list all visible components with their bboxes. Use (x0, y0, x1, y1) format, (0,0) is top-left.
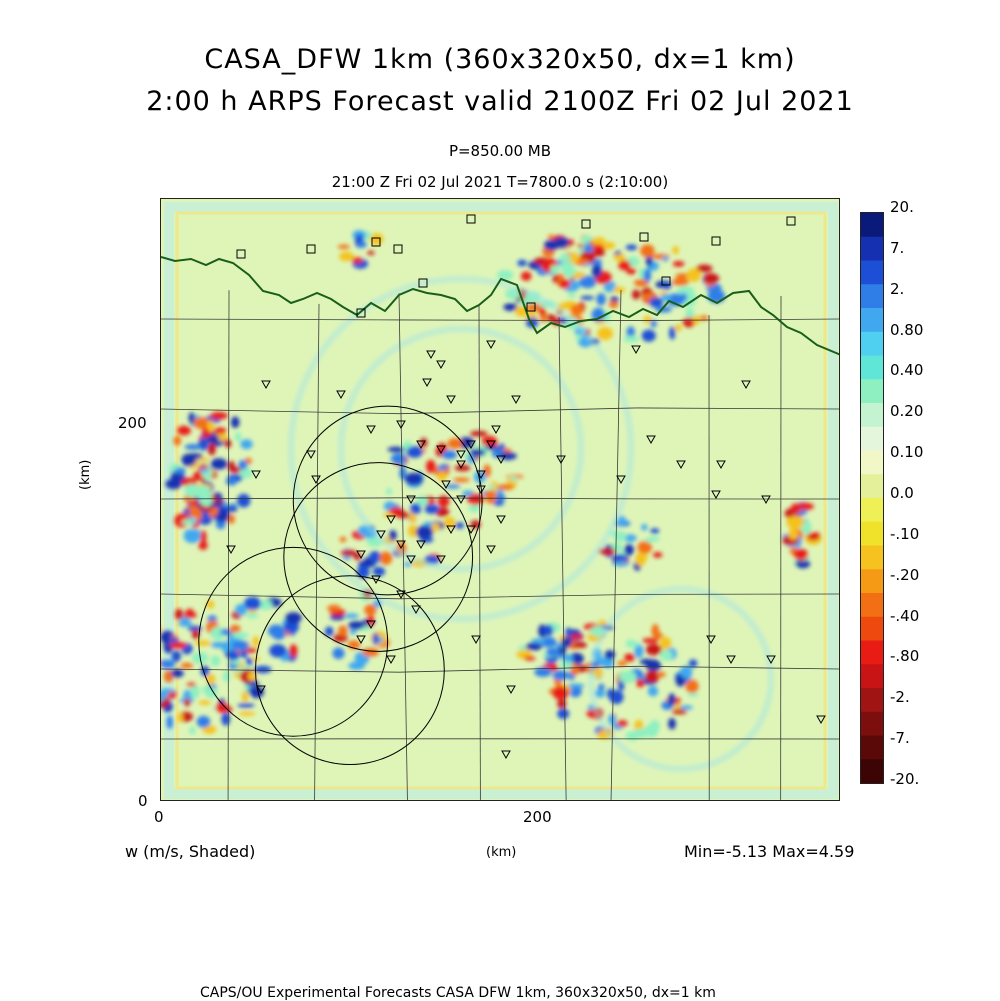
legend-swatch (861, 664, 883, 688)
updraft-cell (595, 689, 605, 698)
forecast-map (160, 198, 840, 801)
legend-swatch (861, 356, 883, 380)
updraft-cell (470, 449, 485, 456)
legend-swatch (861, 237, 883, 261)
updraft-cell (229, 664, 238, 669)
updraft-cell (662, 256, 669, 261)
updraft-cell (223, 671, 230, 682)
updraft-cell (539, 307, 545, 315)
updraft-cell (624, 544, 634, 555)
color-legend (860, 212, 884, 784)
updraft-cell (338, 625, 348, 636)
updraft-cell (373, 567, 385, 577)
updraft-cell (391, 453, 406, 464)
legend-swatch (861, 451, 883, 475)
updraft-cell (181, 454, 196, 467)
updraft-cell (455, 522, 464, 528)
updraft-cell (235, 604, 247, 615)
updraft-cell (650, 528, 659, 533)
updraft-cell (325, 627, 334, 637)
updraft-cell (668, 693, 675, 705)
updraft-cell (561, 654, 573, 661)
updraft-cell (444, 517, 456, 528)
updraft-cell (519, 645, 526, 650)
updraft-cell (165, 479, 181, 489)
updraft-cell (546, 648, 560, 657)
updraft-cell (708, 290, 726, 304)
updraft-cell (619, 671, 637, 684)
updraft-cell (791, 503, 801, 514)
updraft-cell (173, 436, 181, 446)
updraft-cell (195, 641, 212, 646)
legend-swatch (861, 712, 883, 736)
updraft-cell (438, 496, 450, 508)
legend-label: -2. (890, 688, 910, 706)
updraft-cell (210, 655, 220, 666)
legend-swatch (861, 688, 883, 712)
legend-label: -.10 (890, 525, 919, 543)
updraft-cell (703, 273, 719, 283)
updraft-cell (625, 536, 635, 542)
updraft-cell (202, 511, 209, 522)
updraft-cell (597, 327, 613, 340)
updraft-cell (687, 268, 701, 282)
updraft-cell (350, 629, 356, 635)
credit-label: CAPS/OU Experimental Forecasts CASA DFW 1km, 360x320x50, dx=1 km (200, 985, 716, 1001)
updraft-cell (672, 278, 689, 286)
updraft-cell (332, 648, 344, 660)
updraft-cell (497, 270, 513, 280)
updraft-cell (169, 642, 187, 648)
updraft-cell (237, 703, 254, 707)
legend-label: 0.10 (890, 443, 923, 461)
updraft-cell (289, 644, 297, 657)
updraft-cell (246, 613, 258, 619)
updraft-cell (642, 330, 656, 342)
legend-swatch (861, 474, 883, 498)
updraft-cell (553, 237, 569, 248)
legend-label: -.80 (890, 647, 919, 665)
legend-label: -.40 (890, 607, 919, 625)
updraft-cell (614, 533, 627, 542)
updraft-cell (669, 327, 675, 340)
updraft-cell (185, 444, 202, 450)
updraft-cell (642, 638, 659, 643)
updraft-cell (648, 686, 658, 697)
updraft-cell (614, 254, 626, 261)
updraft-cell (584, 246, 594, 253)
updraft-cell (200, 468, 209, 472)
updraft-cell (198, 700, 211, 705)
updraft-cell (686, 680, 699, 694)
x-tick-200: 200 (523, 808, 552, 826)
map-canvas (161, 199, 840, 801)
legend-swatch (861, 261, 883, 285)
updraft-cell (437, 472, 446, 481)
legend-label: -7. (890, 729, 910, 747)
legend-label: 2. (890, 280, 904, 298)
legend-swatch (861, 213, 883, 237)
updraft-cell (649, 297, 663, 307)
updraft-cell (389, 530, 397, 541)
updraft-cell (210, 412, 228, 420)
updraft-cell (598, 620, 608, 625)
updraft-cell (626, 245, 638, 251)
updraft-cell (573, 272, 585, 278)
updraft-cell (557, 708, 569, 719)
updraft-cell (685, 308, 694, 319)
updraft-cell (618, 260, 631, 270)
updraft-cell (645, 671, 660, 683)
updraft-cell (594, 250, 604, 256)
updraft-cell (207, 420, 214, 432)
updraft-cell (221, 629, 231, 635)
updraft-cell (679, 293, 687, 301)
updraft-cell (552, 686, 568, 700)
legend-label: 0.0 (890, 484, 914, 502)
updraft-cell (668, 718, 676, 729)
updraft-cell (386, 488, 393, 494)
updraft-cell (660, 637, 671, 650)
legend-label: 7. (890, 239, 904, 257)
updraft-cell (788, 528, 798, 540)
updraft-cell (653, 632, 663, 638)
updraft-cell (596, 293, 606, 305)
updraft-cell (175, 609, 183, 620)
updraft-cell (559, 280, 571, 289)
updraft-cell (439, 464, 448, 469)
updraft-cell (646, 644, 662, 655)
updraft-cell (603, 242, 615, 249)
updraft-cell (230, 660, 242, 665)
updraft-cell (178, 620, 192, 627)
legend-swatch (861, 332, 883, 356)
updraft-cell (226, 478, 238, 486)
updraft-cell (387, 447, 405, 452)
y-tick-0: 0 (138, 792, 148, 810)
legend-swatch (861, 736, 883, 760)
updraft-cell (509, 477, 518, 482)
updraft-cell (240, 439, 252, 449)
y-tick-200: 200 (118, 414, 147, 432)
updraft-cell (570, 252, 579, 264)
updraft-cell (689, 659, 698, 667)
updraft-cell (640, 244, 654, 257)
updraft-cell (407, 446, 423, 458)
updraft-cell (367, 251, 374, 255)
updraft-cell (254, 666, 272, 674)
updraft-cell (369, 551, 381, 564)
updraft-cell (657, 672, 666, 678)
updraft-cell (640, 659, 654, 665)
min-max-label: Min=-5.13 Max=4.59 (684, 842, 854, 861)
updraft-cell (517, 260, 527, 267)
legend-swatch (861, 284, 883, 308)
legend-label: 0.20 (890, 402, 923, 420)
updraft-cell (269, 644, 286, 657)
updraft-cell (177, 426, 191, 436)
updraft-cell (467, 494, 484, 505)
updraft-cell (231, 417, 240, 429)
updraft-cell (497, 484, 514, 490)
updraft-cell (612, 561, 629, 566)
updraft-cell (268, 625, 284, 638)
updraft-cell (237, 494, 250, 508)
updraft-cell (561, 637, 572, 647)
updraft-cell (182, 519, 195, 524)
valid-time: 21:00 Z Fri 02 Jul 2021 T=7800.0 s (2:10:00) (0, 173, 1000, 191)
updraft-cell (641, 524, 647, 531)
updraft-cell (348, 662, 365, 670)
updraft-cell (338, 245, 350, 249)
updraft-cell (661, 294, 672, 302)
legend-swatch (861, 593, 883, 617)
updraft-cell (524, 656, 536, 660)
updraft-cell (214, 427, 227, 434)
legend-label: 20. (890, 198, 914, 216)
updraft-cell (672, 246, 679, 254)
updraft-cell (285, 612, 301, 623)
updraft-cell (242, 691, 249, 703)
updraft-cell (786, 516, 804, 529)
updraft-cell (235, 432, 242, 442)
updraft-cell (485, 490, 496, 504)
x-tick-0: 0 (154, 808, 164, 826)
updraft-cell (162, 662, 175, 668)
updraft-cell (645, 538, 656, 543)
updraft-cell (553, 670, 569, 680)
legend-swatch (861, 379, 883, 403)
legend-swatch (861, 641, 883, 665)
updraft-cell (167, 692, 176, 698)
updraft-cell (643, 269, 651, 283)
updraft-cell (416, 526, 433, 539)
updraft-cell (238, 712, 255, 716)
updraft-cell (184, 612, 197, 618)
y-axis-label: (km) (78, 460, 93, 490)
updraft-cell (405, 473, 422, 485)
updraft-cell (418, 498, 429, 504)
updraft-cell (544, 625, 554, 636)
updraft-cell (569, 635, 584, 640)
updraft-cell (521, 272, 532, 281)
updraft-cell (184, 699, 191, 707)
updraft-cell (567, 684, 585, 688)
updraft-cell (560, 253, 570, 260)
updraft-cell (232, 640, 249, 650)
updraft-cell (209, 435, 219, 443)
updraft-cell (675, 324, 682, 332)
updraft-cell (442, 450, 457, 459)
updraft-cell (629, 641, 640, 646)
legend-swatch (861, 403, 883, 427)
updraft-cell (672, 709, 687, 714)
updraft-cell (680, 705, 693, 710)
legend-swatch (861, 569, 883, 593)
updraft-cell (624, 654, 635, 662)
updraft-cell (327, 605, 341, 612)
updraft-cell (253, 636, 259, 647)
updraft-cell (362, 648, 379, 657)
updraft-cell (189, 726, 195, 735)
updraft-cell (181, 663, 194, 669)
updraft-cell (576, 334, 582, 340)
legend-swatch (861, 427, 883, 451)
updraft-cell (246, 658, 253, 666)
updraft-cell (208, 443, 216, 456)
updraft-cell (185, 529, 202, 533)
updraft-cell (550, 265, 559, 274)
updraft-cell (574, 642, 587, 648)
updraft-cell (592, 237, 606, 245)
updraft-cell (200, 494, 212, 506)
legend-label: -20. (890, 770, 919, 788)
legend-label: 0.80 (890, 321, 923, 339)
updraft-cell (571, 664, 579, 676)
updraft-cell (613, 287, 625, 293)
updraft-cell (197, 716, 211, 728)
updraft-cell (207, 674, 216, 685)
updraft-cell (526, 643, 542, 651)
updraft-cell (470, 431, 487, 437)
updraft-cell (410, 503, 421, 514)
updraft-cell (167, 715, 173, 729)
updraft-cell (660, 650, 673, 661)
updraft-cell (650, 720, 660, 733)
updraft-cell (358, 241, 367, 248)
legend-swatch (861, 546, 883, 570)
variable-label: w (m/s, Shaded) (125, 842, 255, 861)
updraft-cell (379, 552, 392, 565)
updraft-cell (348, 621, 364, 629)
updraft-cell (425, 504, 440, 514)
updraft-cell (632, 290, 640, 300)
updraft-cell (175, 468, 186, 475)
updraft-cell (653, 552, 663, 558)
updraft-cell (598, 684, 605, 690)
updraft-cell (635, 552, 646, 566)
updraft-cell (617, 720, 628, 727)
updraft-cell (225, 439, 232, 448)
legend-label: 0.40 (890, 361, 923, 379)
updraft-cell (352, 257, 363, 263)
updraft-cell (488, 485, 496, 490)
updraft-cell (637, 541, 652, 554)
updraft-cell (233, 632, 245, 639)
updraft-cell (634, 645, 643, 659)
legend-swatch (861, 617, 883, 641)
updraft-cell (344, 614, 359, 619)
updraft-cell (580, 296, 594, 300)
legend-swatch (861, 759, 883, 783)
title-line-1: CASA_DFW 1km (360x320x50, dx=1 km) (0, 44, 1000, 75)
legend-label: -.20 (890, 566, 919, 584)
updraft-cell (184, 509, 191, 515)
updraft-cell (568, 293, 576, 298)
x-axis-label: (km) (486, 845, 516, 860)
updraft-cell (673, 261, 685, 267)
updraft-cell (426, 460, 436, 473)
updraft-cell (643, 316, 651, 324)
updraft-cell (198, 458, 210, 462)
updraft-cell (190, 685, 200, 699)
updraft-cell (171, 669, 184, 677)
legend-swatch (861, 498, 883, 522)
updraft-cell (198, 541, 207, 550)
title-line-2: 2:00 h ARPS Forecast valid 2100Z Fri 02 Jul 2021 (0, 86, 1000, 117)
updraft-cell (453, 478, 470, 483)
pressure-level: P=850.00 MB (0, 142, 1000, 160)
updraft-cell (808, 532, 820, 536)
legend-swatch (861, 522, 883, 546)
legend-colorbar (861, 213, 883, 783)
updraft-cell (469, 504, 480, 512)
updraft-cell (239, 460, 248, 470)
updraft-cell (373, 633, 379, 645)
updraft-cell (211, 458, 228, 469)
updraft-cell (531, 638, 545, 643)
updraft-cell (592, 265, 602, 278)
updraft-cell (221, 713, 230, 726)
updraft-cell (177, 713, 183, 723)
updraft-cell (341, 550, 357, 557)
updraft-cell (794, 549, 808, 561)
updraft-cell (571, 304, 584, 315)
updraft-cell (339, 252, 354, 261)
updraft-cell (680, 666, 692, 679)
updraft-cell (172, 650, 181, 661)
updraft-cell (364, 604, 376, 615)
updraft-cell (623, 336, 639, 343)
updraft-cell (187, 683, 196, 687)
updraft-cell (589, 712, 595, 717)
updraft-cell (609, 301, 619, 308)
updraft-cell (676, 286, 694, 295)
updraft-cell (192, 629, 199, 639)
legend-swatch (861, 308, 883, 332)
updraft-cell (617, 661, 627, 666)
updraft-cell (340, 537, 347, 543)
